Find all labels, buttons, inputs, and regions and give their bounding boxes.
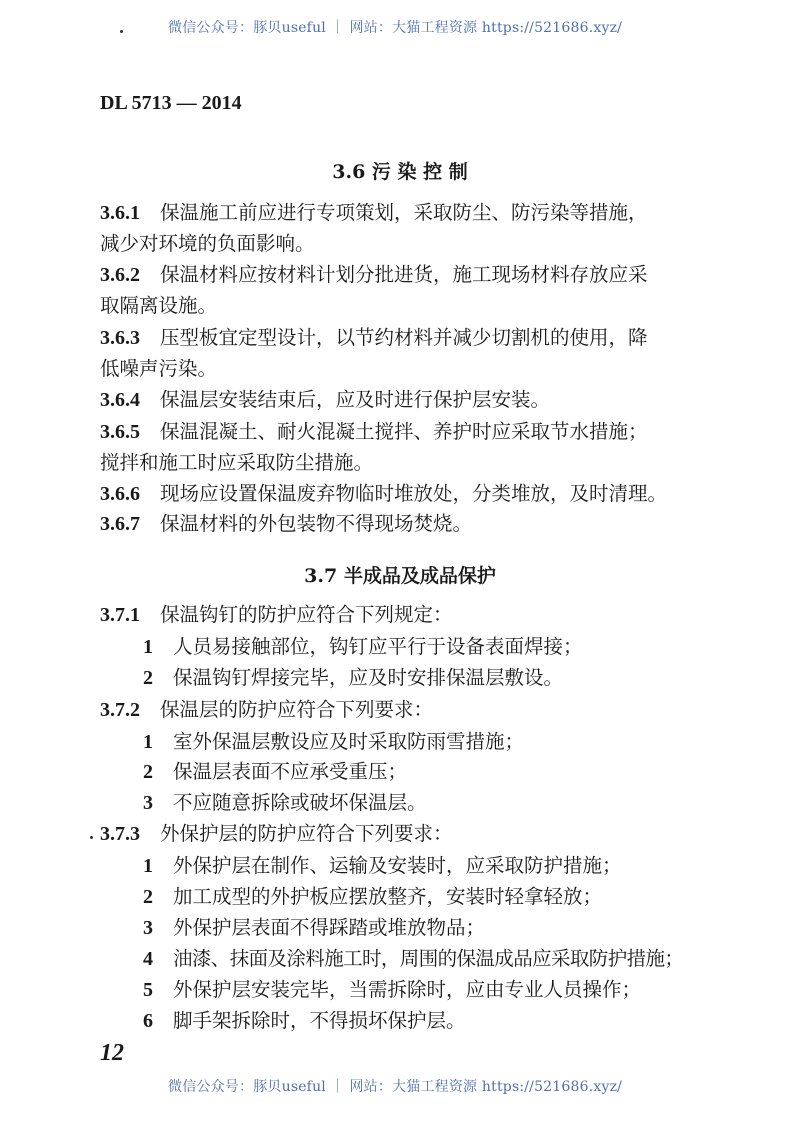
item-text: 外保护层在制作、运输及安装时，应采取防护措施； (173, 854, 622, 877)
clause-3-7-3 (100, 822, 453, 846)
clause-3-6-5 (100, 420, 648, 444)
clause-number: 3.6.5 (100, 421, 140, 443)
clause-number: 3.7.1 (100, 604, 140, 626)
clause-text: 保温施工前应进行专项策划，采取防尘、防污染等措施， (160, 201, 648, 224)
clause-number: 3.6.4 (100, 389, 140, 411)
clause-continuation: 取隔离设施。 (100, 294, 218, 317)
scan-speck (90, 836, 93, 839)
item-number: 1 (143, 731, 153, 753)
item-text: 脚手架拆除时，不得损坏保护层。 (173, 1009, 466, 1032)
item-text: 外保护层表面不得踩踏或堆放物品； (173, 916, 486, 939)
clause-text: 保温材料的外包装物不得现场焚烧。 (160, 512, 473, 535)
clause-3-6-4 (100, 388, 550, 412)
item-number: 1 (143, 855, 153, 877)
item-text: 室外保温层敷设应及时采取防雨雪措施； (173, 730, 525, 753)
item-number: 2 (143, 761, 153, 783)
clause-text: 压型板宜定型设计，以节约材料并减少切割机的使用，降 (160, 326, 648, 349)
list-item (143, 947, 683, 971)
item-number: 1 (143, 636, 153, 658)
section-heading-3-6: 3.6 污 染 控 制 (332, 161, 468, 183)
item-text: 加工成型的外护板应摆放整齐，安装时轻拿轻放； (173, 885, 603, 908)
item-number: 5 (143, 979, 153, 1001)
clause-number: 3.6.6 (100, 483, 140, 505)
list-item (143, 635, 583, 659)
item-text: 油漆、抹面及涂料施工时，周围的保温成品应采取防护措施； (173, 947, 684, 970)
clause-3-6-3 (100, 326, 648, 350)
clause-text: 保温层的防护应符合下列要求： (160, 698, 434, 721)
watermark-bottom: 微信公众号：豚贝useful ｜ 网站：大猫工程资源 https://521686.xyz/ (168, 1079, 623, 1095)
section-heading-3-7: 3.7 半成品及成品保护 (304, 565, 496, 587)
clause-text: 外保护层的防护应符合下列要求： (160, 822, 453, 845)
page-number: 12 (100, 1040, 124, 1066)
list-item (143, 1009, 466, 1033)
clause-continuation: 减少对环境的负面影响。 (100, 232, 315, 255)
list-item (143, 760, 407, 784)
item-text: 外保护层安装完毕，当需拆除时，应由专业人员操作； (173, 978, 642, 1001)
item-text: 人员易接触部位，钩钉应平行于设备表面焊接； (173, 635, 583, 658)
clause-number: 3.6.7 (100, 513, 140, 535)
item-text: 保温层表面不应承受重压； (173, 760, 408, 783)
clause-text: 保温层安装结束后，应及时进行保护层安装。 (160, 388, 551, 411)
item-number: 2 (143, 667, 153, 689)
clause-text: 保温钩钉的防护应符合下列规定： (160, 603, 453, 626)
clause-continuation: 搅拌和施工时应采取防尘措施。 (100, 451, 374, 474)
clause-number: 3.6.2 (100, 264, 140, 286)
watermark-top: 微信公众号：豚贝useful ｜ 网站：大猫工程资源 https://521686.xyz/ (168, 20, 623, 36)
list-item (143, 666, 563, 690)
item-text: 保温钩钉焊接完毕，应及时安排保温层敷设。 (173, 666, 564, 689)
list-item (143, 978, 641, 1002)
list-item (143, 885, 602, 909)
document-code-header: DL 5713 — 2014 (100, 92, 242, 114)
clause-number: 3.6.1 (100, 202, 140, 224)
clause-text: 保温混凝土、耐火混凝土搅拌、养护时应采取节水措施； (160, 420, 648, 443)
item-number: 4 (143, 948, 153, 970)
item-number: 6 (143, 1010, 153, 1032)
clause-3-6-7 (100, 512, 472, 536)
item-number: 3 (143, 792, 153, 814)
clause-number: 3.7.2 (100, 699, 140, 721)
clause-text: 保温材料应按材料计划分批进货，施工现场材料存放应采 (160, 263, 648, 286)
clause-3-7-2 (100, 698, 433, 722)
clause-3-7-1 (100, 603, 453, 627)
scan-speck (120, 30, 123, 33)
list-item (143, 854, 622, 878)
list-item (143, 730, 524, 754)
list-item (143, 916, 485, 940)
clause-3-6-6 (100, 482, 667, 506)
clause-continuation: 低噪声污染。 (100, 357, 218, 380)
clause-3-6-1 (100, 201, 648, 225)
item-number: 3 (143, 917, 153, 939)
item-text: 不应随意拆除或破坏保温层。 (173, 791, 427, 814)
list-item (143, 791, 427, 815)
clause-number: 3.7.3 (100, 823, 140, 845)
clause-3-6-2 (100, 263, 648, 287)
item-number: 2 (143, 886, 153, 908)
clause-text: 现场应设置保温废弃物临时堆放处，分类堆放，及时清理。 (160, 482, 668, 505)
clause-number: 3.6.3 (100, 327, 140, 349)
